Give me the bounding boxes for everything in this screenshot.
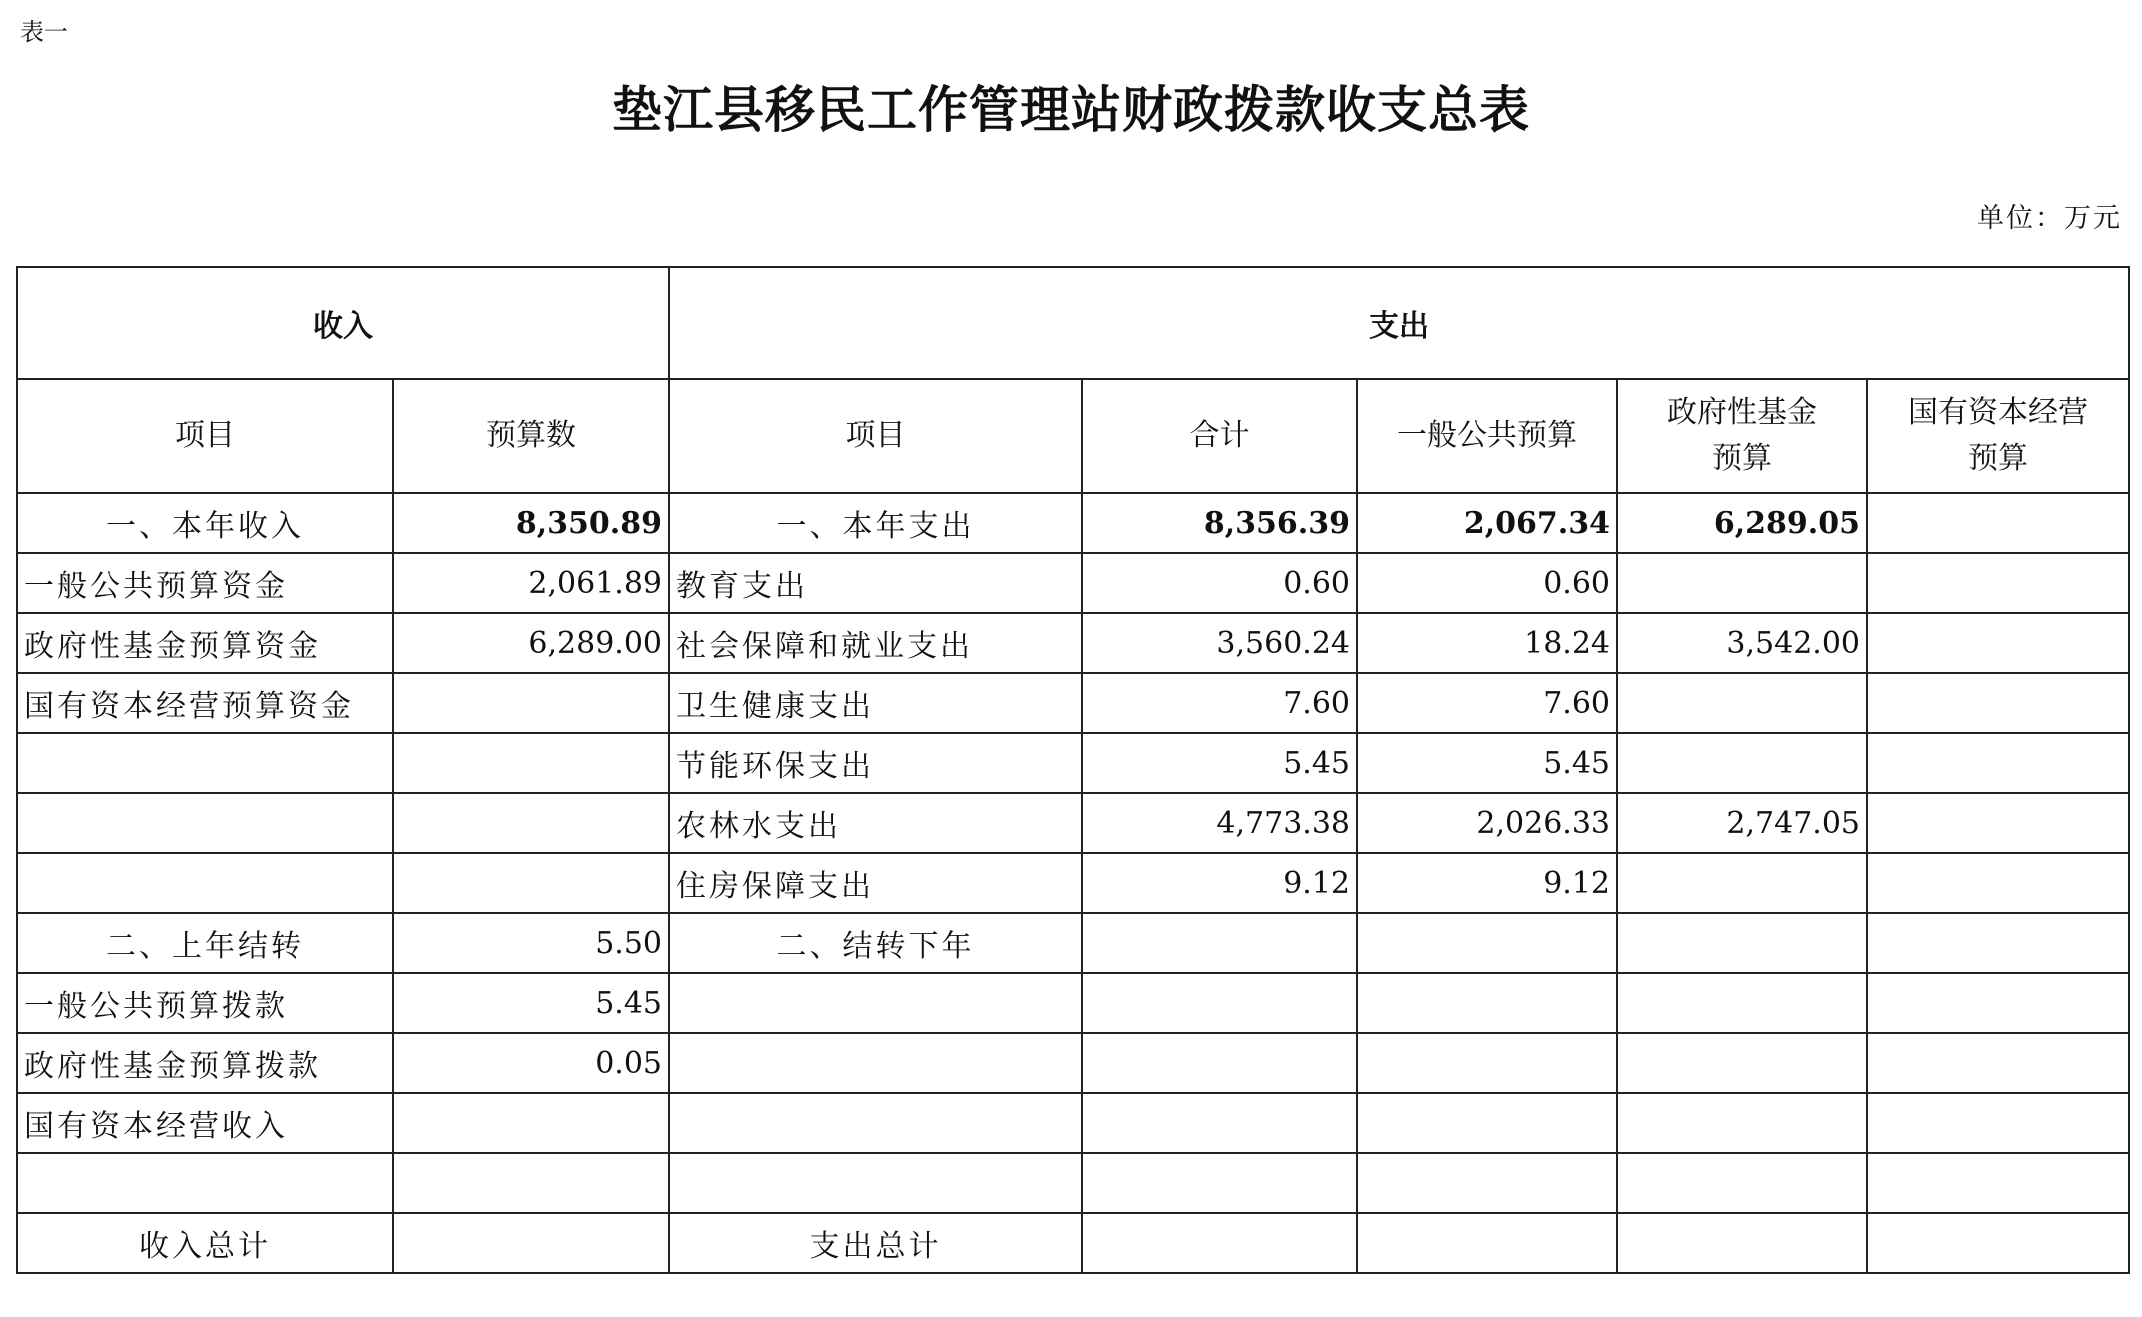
cell-expense-state-capital: [1867, 553, 2129, 613]
table-row: [17, 1153, 2129, 1213]
cell-income-budget: 8,350.89: [393, 493, 669, 553]
cell-expense-general: 2,026.33: [1357, 793, 1617, 853]
cell-income-item: [17, 793, 393, 853]
page-title: 垫江县移民工作管理站财政拨款收支总表: [612, 80, 1530, 139]
cell-expense-gov-fund: [1617, 673, 1867, 733]
cell-expense-total: [1082, 1153, 1357, 1213]
col-header-state-capital-line2: 预算: [1968, 441, 2028, 476]
cell-expense-state-capital: [1867, 1213, 2129, 1273]
cell-expense-gov-fund: [1617, 553, 1867, 613]
cell-expense-gov-fund: [1617, 1093, 1867, 1153]
cell-expense-general: [1357, 1093, 1617, 1153]
header-row-columns: [17, 379, 2129, 493]
cell-income-item: 二、上年结转: [17, 913, 393, 973]
table-row: [17, 493, 2129, 553]
cell-expense-item: 农林水支出: [669, 793, 1082, 853]
unit-label: 单位：万元: [1977, 203, 2122, 234]
cell-expense-total: 9.12: [1082, 853, 1357, 913]
cell-expense-general: [1357, 1213, 1617, 1273]
cell-income-budget: [393, 1153, 669, 1213]
cell-expense-general: 18.24: [1357, 613, 1617, 673]
cell-income-budget: 0.05: [393, 1033, 669, 1093]
table-row: [17, 853, 2129, 913]
cell-income-budget: [393, 733, 669, 793]
cell-expense-item: 一、本年支出: [669, 493, 1082, 553]
cell-expense-general: [1357, 913, 1617, 973]
table-row: [17, 1213, 2129, 1273]
col-header-income-item: 项目: [17, 379, 393, 493]
cell-expense-total: [1082, 1213, 1357, 1273]
col-header-expense-item: 项目: [669, 379, 1082, 493]
cell-income-item: 国有资本经营预算资金: [17, 673, 393, 733]
cell-expense-state-capital: [1867, 853, 2129, 913]
cell-expense-state-capital: [1867, 793, 2129, 853]
table-row: [17, 793, 2129, 853]
cell-expense-item: 支出总计: [669, 1213, 1082, 1273]
cell-expense-item: [669, 1093, 1082, 1153]
table-label: 表一: [20, 18, 68, 46]
cell-expense-total: [1082, 913, 1357, 973]
col-header-gov-fund-line2: 预算: [1712, 441, 1772, 476]
cell-expense-item: 住房保障支出: [669, 853, 1082, 913]
cell-expense-total: 7.60: [1082, 673, 1357, 733]
cell-income-item: 国有资本经营收入: [17, 1093, 393, 1153]
col-header-total: 合计: [1082, 379, 1357, 493]
table-row: [17, 733, 2129, 793]
cell-expense-item: [669, 1033, 1082, 1093]
cell-expense-state-capital: [1867, 973, 2129, 1033]
cell-expense-total: [1082, 1093, 1357, 1153]
budget-table: [16, 266, 2130, 1274]
table-row: [17, 1093, 2129, 1153]
cell-expense-item: 二、结转下年: [669, 913, 1082, 973]
table-row: [17, 913, 2129, 973]
cell-income-item: 政府性基金预算资金: [17, 613, 393, 673]
cell-expense-total: 0.60: [1082, 553, 1357, 613]
header-row-group: [17, 267, 2129, 379]
cell-income-budget: 5.45: [393, 973, 669, 1033]
table-row: [17, 613, 2129, 673]
cell-expense-total: 5.45: [1082, 733, 1357, 793]
cell-expense-state-capital: [1867, 1033, 2129, 1093]
cell-expense-state-capital: [1867, 613, 2129, 673]
col-header-general-budget: 一般公共预算: [1357, 379, 1617, 493]
cell-expense-gov-fund: [1617, 1033, 1867, 1093]
cell-income-budget: 5.50: [393, 913, 669, 973]
cell-income-item: [17, 733, 393, 793]
cell-expense-state-capital: [1867, 1093, 2129, 1153]
col-header-gov-fund: [1617, 379, 1867, 493]
cell-expense-item: 卫生健康支出: [669, 673, 1082, 733]
cell-expense-general: [1357, 973, 1617, 1033]
cell-income-item: 收入总计: [17, 1213, 393, 1273]
cell-expense-item: 社会保障和就业支出: [669, 613, 1082, 673]
table-body: [17, 493, 2129, 1273]
cell-expense-state-capital: [1867, 1153, 2129, 1213]
cell-income-budget: [393, 793, 669, 853]
cell-expense-state-capital: [1867, 913, 2129, 973]
cell-expense-general: 2,067.34: [1357, 493, 1617, 553]
table-row: [17, 673, 2129, 733]
cell-expense-total: 3,560.24: [1082, 613, 1357, 673]
expense-header: 支出: [669, 267, 2129, 379]
cell-expense-total: 4,773.38: [1082, 793, 1357, 853]
col-header-budget: 预算数: [393, 379, 669, 493]
cell-expense-gov-fund: 3,542.00: [1617, 613, 1867, 673]
cell-expense-gov-fund: [1617, 853, 1867, 913]
cell-expense-gov-fund: [1617, 913, 1867, 973]
cell-income-item: [17, 853, 393, 913]
cell-expense-general: 9.12: [1357, 853, 1617, 913]
cell-expense-gov-fund: [1617, 1213, 1867, 1273]
cell-expense-total: [1082, 1033, 1357, 1093]
cell-income-budget: [393, 673, 669, 733]
cell-expense-item: [669, 1153, 1082, 1213]
cell-expense-general: 5.45: [1357, 733, 1617, 793]
cell-income-budget: 2,061.89: [393, 553, 669, 613]
cell-income-budget: [393, 853, 669, 913]
cell-income-budget: [393, 1093, 669, 1153]
cell-expense-state-capital: [1867, 733, 2129, 793]
cell-expense-state-capital: [1867, 673, 2129, 733]
cell-expense-item: [669, 973, 1082, 1033]
cell-expense-general: 7.60: [1357, 673, 1617, 733]
cell-expense-general: 0.60: [1357, 553, 1617, 613]
cell-expense-total: [1082, 973, 1357, 1033]
cell-expense-item: 教育支出: [669, 553, 1082, 613]
cell-expense-item: 节能环保支出: [669, 733, 1082, 793]
cell-expense-general: [1357, 1033, 1617, 1093]
cell-income-item: 政府性基金预算拨款: [17, 1033, 393, 1093]
col-header-state-capital: [1867, 379, 2129, 493]
cell-income-budget: 6,289.00: [393, 613, 669, 673]
cell-income-budget: [393, 1213, 669, 1273]
cell-income-item: 一般公共预算资金: [17, 553, 393, 613]
table-row: [17, 1033, 2129, 1093]
col-header-gov-fund-line1: 政府性基金: [1667, 395, 1817, 430]
cell-expense-total: 8,356.39: [1082, 493, 1357, 553]
income-header: 收入: [17, 267, 669, 379]
cell-expense-gov-fund: [1617, 733, 1867, 793]
col-header-state-capital-line1: 国有资本经营: [1908, 395, 2088, 430]
cell-expense-general: [1357, 1153, 1617, 1213]
cell-income-item: [17, 1153, 393, 1213]
table-row: [17, 973, 2129, 1033]
cell-income-item: 一般公共预算拨款: [17, 973, 393, 1033]
cell-expense-gov-fund: 2,747.05: [1617, 793, 1867, 853]
cell-income-item: 一、本年收入: [17, 493, 393, 553]
cell-expense-gov-fund: 6,289.05: [1617, 493, 1867, 553]
cell-expense-state-capital: [1867, 493, 2129, 553]
table-row: [17, 553, 2129, 613]
cell-expense-gov-fund: [1617, 973, 1867, 1033]
cell-expense-gov-fund: [1617, 1153, 1867, 1213]
